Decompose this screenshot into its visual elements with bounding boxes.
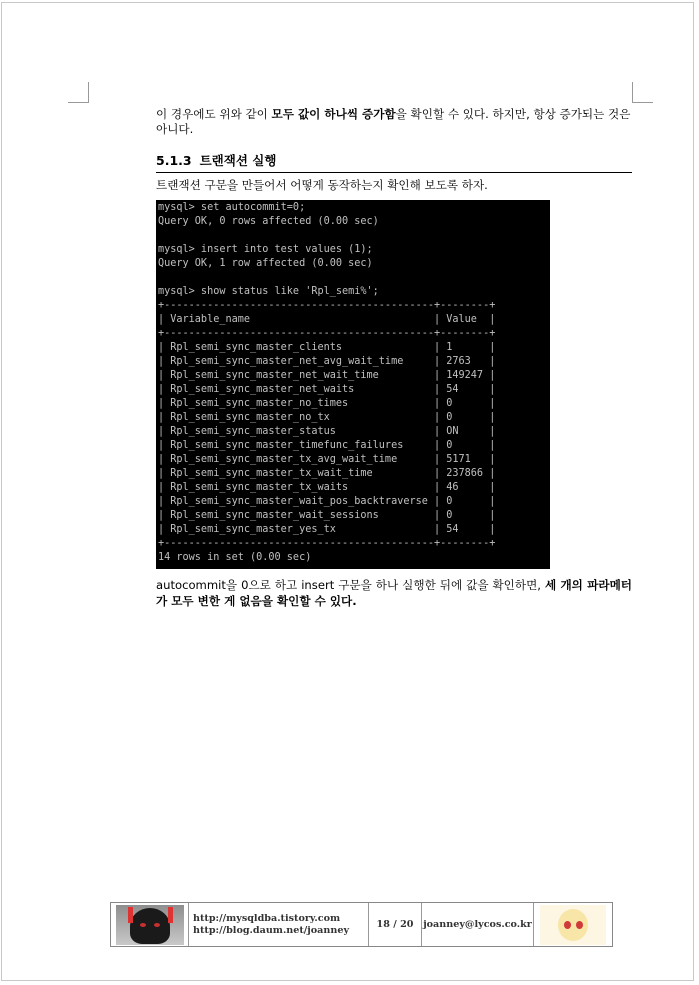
terminal-line [158, 271, 550, 285]
terminal-line: | Rpl_semi_sync_master_net_avg_wait_time | 2763 | [158, 356, 496, 367]
intro-paragraph [156, 107, 632, 137]
terminal-line: +--------------------------------------------+--------+ [158, 300, 496, 311]
conclusion-text-before: autocommit을 0으로 하고 insert 구문을 하나 실행한 뒤에 값을 확인하면, [156, 578, 545, 592]
footer-link-tistory[interactable]: http://mysqldba.tistory.com [193, 912, 341, 924]
terminal-line: | Rpl_semi_sync_master_tx_waits | 46 | [158, 482, 496, 493]
terminal-line: Query OK, 1 row affected (0.00 sec) [158, 258, 373, 269]
intro-text-bold: 모두 값이 하나씩 증가함 [271, 107, 396, 121]
intro-text-after: 을 확인할 수 있다. 하지만, 항상 증가되는 것은 아니다. [156, 107, 631, 136]
footer-link-daum[interactable]: http://blog.daum.net/joanney [193, 924, 350, 936]
intro-text-before: 이 경우에도 위와 같이 [156, 107, 272, 121]
terminal-line: | Rpl_semi_sync_master_no_tx | 0 | [158, 412, 496, 423]
crop-mark-top-right [632, 82, 653, 103]
terminal-line: | Rpl_semi_sync_master_no_times | 0 | [158, 398, 496, 409]
terminal-line: Query OK, 0 rows affected (0.00 sec) [158, 216, 379, 227]
terminal-line: | Rpl_semi_sync_master_tx_wait_time | 237866 | [158, 468, 496, 479]
terminal-line [158, 229, 550, 243]
terminal-line: | Rpl_semi_sync_master_tx_avg_wait_time | 5171 | [158, 454, 496, 465]
terminal-line: | Variable_name | Value | [158, 314, 496, 325]
character-image-icon [540, 905, 606, 945]
terminal-line: mysql> show status like 'Rpl_semi%'; [158, 286, 379, 297]
lead-paragraph: 트랜잭션 구문을 만들어서 어떻게 동작하는지 확인해 보도록 하자. [156, 178, 488, 192]
conclusion-paragraph [156, 577, 632, 609]
section-heading [156, 151, 632, 173]
terminal-line: +--------------------------------------------+--------+ [158, 538, 496, 549]
footer-email[interactable]: joanney@lycos.co.kr [422, 903, 534, 946]
footer-links [189, 903, 369, 946]
footer-avatar-right [534, 903, 612, 946]
conclusion-text-bold: 세 개의 파라메터가 모두 변한 게 없음을 확인할 수 있다. [156, 578, 632, 608]
terminal-line: | Rpl_semi_sync_master_clients | 1 | [158, 342, 496, 353]
terminal-line: +--------------------------------------------+--------+ [158, 328, 496, 339]
section-title: 트랜잭션 실행 [199, 153, 277, 168]
terminal-line: | Rpl_semi_sync_master_net_wait_time | 149247 | [158, 370, 496, 381]
terminal-line: | Rpl_semi_sync_master_timefunc_failures | 0 | [158, 440, 496, 451]
terminal-line: mysql> set autocommit=0; [158, 202, 306, 213]
crop-mark-top-left [68, 82, 89, 103]
page-footer [110, 902, 613, 947]
terminal-line: mysql> insert into test values (1); [158, 244, 373, 255]
terminal-line: | Rpl_semi_sync_master_yes_tx | 54 | [158, 524, 496, 535]
footer-avatar-left [111, 903, 189, 946]
terminal-screenshot [156, 200, 550, 569]
terminal-line: | Rpl_semi_sync_master_wait_pos_backtraverse | 0 | [158, 496, 496, 507]
terminal-line: | Rpl_semi_sync_master_status | ON | [158, 426, 496, 437]
avatar-image-icon [116, 905, 184, 945]
terminal-line: 14 rows in set (0.00 sec) [158, 552, 312, 563]
terminal-line: | Rpl_semi_sync_master_net_waits | 54 | [158, 384, 496, 395]
section-number: 5.1.3 [156, 153, 192, 168]
footer-page-number: 18 / 20 [369, 903, 422, 946]
terminal-line: | Rpl_semi_sync_master_wait_sessions | 0 | [158, 510, 496, 521]
